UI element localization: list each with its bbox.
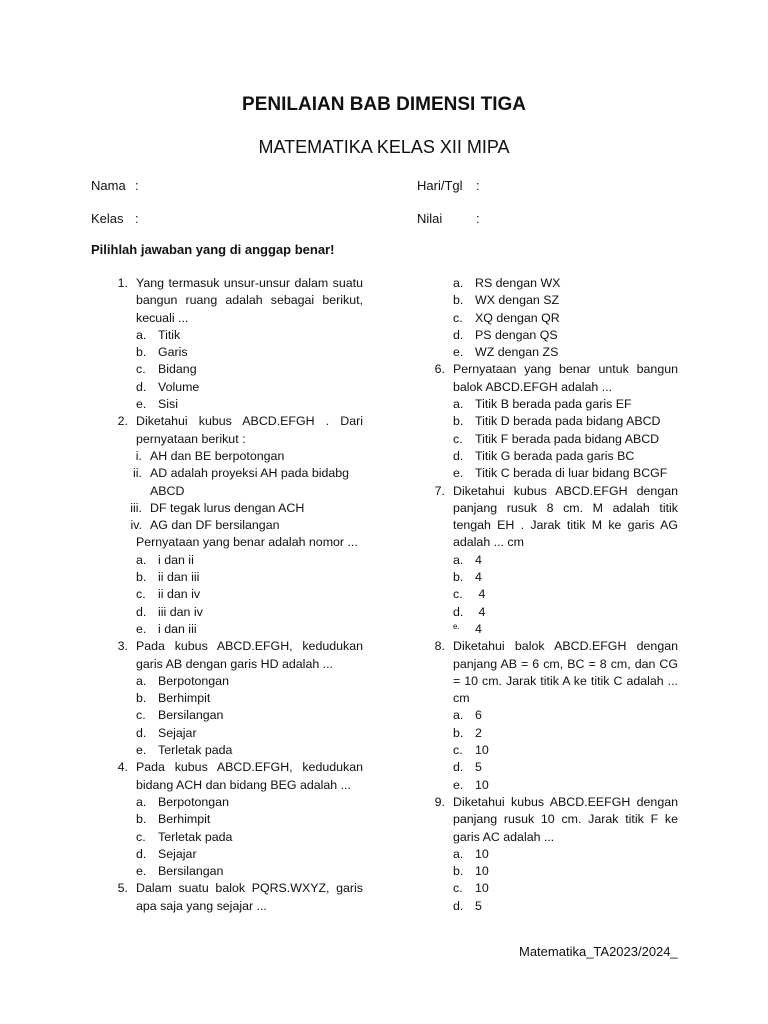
statement-row <box>103 500 363 517</box>
option-row <box>103 361 363 378</box>
question-prompt: Pernyataan yang benar adalah nomor ... <box>136 535 358 550</box>
option-letter: b. <box>136 812 147 827</box>
question-2 <box>103 413 363 448</box>
option-text: Volume <box>158 379 200 394</box>
question-number: 2. <box>117 414 128 429</box>
question-text: Yang termasuk unsur-unsur dalam suatu bangun ruang adalah sebagai berikut, kecuali ... <box>136 276 363 325</box>
option-letter: a. <box>453 276 464 290</box>
option-row <box>420 569 678 586</box>
option-letter: c. <box>136 362 146 377</box>
option-row <box>420 292 678 309</box>
option-text: 5 <box>475 760 482 775</box>
left-column <box>103 275 363 915</box>
question-number: 6. <box>434 362 445 377</box>
statement-numeral: iii. <box>130 500 142 515</box>
question-number: 4. <box>117 760 128 775</box>
option-letter: b. <box>453 293 464 308</box>
option-row <box>420 863 678 880</box>
question-text: Pernyataan yang benar untuk bangun balok ABCD.EFGH adalah ... <box>453 362 678 394</box>
nilai-label: Nilai <box>417 211 443 226</box>
option-letter: a. <box>453 397 464 412</box>
statement-row <box>103 465 363 500</box>
option-letter: e. <box>453 621 460 631</box>
option-letter: c. <box>136 587 146 602</box>
option-letter: e. <box>453 345 464 360</box>
option-text: Bidang <box>158 362 197 377</box>
option-text: Titik G berada pada garis BC <box>475 448 635 463</box>
question-number: 8. <box>434 639 445 654</box>
option-text: 10 <box>475 846 489 861</box>
question-5 <box>103 880 363 915</box>
option-text: Bersilangan <box>158 708 224 723</box>
option-row <box>103 569 363 586</box>
option-row <box>103 327 363 344</box>
option-letter: c. <box>453 587 463 602</box>
option-text: 4 <box>475 587 486 602</box>
option-letter: a. <box>453 846 464 861</box>
statement-numeral: iv. <box>130 518 142 533</box>
option-row <box>103 586 363 603</box>
option-row <box>420 586 678 603</box>
question-text: Pada kubus ABCD.EFGH, kedudukan garis AB dengan garis HD adalah ... <box>136 639 363 671</box>
option-text: Berpotongan <box>158 673 229 688</box>
option-letter: b. <box>453 414 464 429</box>
option-letter: a. <box>136 794 147 809</box>
option-row <box>103 863 363 880</box>
option-row <box>420 621 678 638</box>
option-letter: c. <box>136 708 146 723</box>
option-text: ii dan iii <box>158 570 200 585</box>
option-letter: c. <box>453 743 463 758</box>
option-text: 10 <box>475 743 489 758</box>
question-number: 1. <box>117 276 128 290</box>
option-row <box>103 794 363 811</box>
statement-text: AH dan BE berpotongan <box>150 448 285 463</box>
option-letter: a. <box>136 327 147 342</box>
option-row <box>103 552 363 569</box>
option-letter: b. <box>453 864 464 879</box>
page-title: PENILAIAN BAB DIMENSI TIGA <box>242 94 526 115</box>
option-row <box>420 846 678 863</box>
option-text: Berpotongan <box>158 794 229 809</box>
option-text: Titik D berada pada bidang ABCD <box>475 414 661 429</box>
option-text: 4 <box>475 552 482 567</box>
option-row <box>420 898 678 915</box>
question-text: Dalam suatu balok PQRS.WXYZ, garis apa saja yang sejajar ... <box>136 881 363 913</box>
option-text: Terletak pada <box>158 743 233 758</box>
instruction-text: Pilihlah jawaban yang di anggap benar! <box>91 242 335 257</box>
option-letter: d. <box>136 379 147 394</box>
option-text: 2 <box>475 725 482 740</box>
option-row <box>420 275 678 292</box>
option-row <box>420 725 678 742</box>
option-row <box>103 846 363 863</box>
option-letter: b. <box>136 691 147 706</box>
option-text: RS dengan WX <box>475 276 561 290</box>
option-row <box>103 621 363 638</box>
statement-row <box>103 517 363 534</box>
option-row <box>420 396 678 413</box>
option-row <box>420 431 678 448</box>
option-row <box>103 379 363 396</box>
option-letter: d. <box>453 898 464 913</box>
option-text: Bersilangan <box>158 864 224 879</box>
option-row <box>103 344 363 361</box>
statement-text: DF tegak lurus dengan ACH <box>150 500 305 515</box>
option-row <box>420 327 678 344</box>
kelas-colon: : <box>135 211 139 226</box>
option-letter: d. <box>136 846 147 861</box>
option-letter: b. <box>136 570 147 585</box>
option-text: 10 <box>475 777 489 792</box>
hari-tgl-colon: : <box>476 178 480 193</box>
right-column <box>420 275 678 915</box>
option-text: 5 <box>475 898 482 913</box>
option-text: Garis <box>158 345 188 360</box>
option-letter: a. <box>453 552 464 567</box>
page-subtitle: MATEMATIKA KELAS XII MIPA <box>258 137 510 157</box>
option-letter: a. <box>136 552 147 567</box>
question-text: Diketahui kubus ABCD.EFGH dengan panjang rusuk 8 cm. M adalah titik tengah EH . Jarak titik M ke garis AG adalah ... cm <box>453 483 678 550</box>
option-row <box>103 604 363 621</box>
option-letter: c. <box>453 310 463 325</box>
option-letter: e. <box>136 397 147 412</box>
question-7 <box>420 483 678 552</box>
option-text: 6 <box>475 708 482 723</box>
option-text: Sejajar <box>158 846 197 861</box>
option-row <box>103 673 363 690</box>
question-number: 7. <box>434 483 445 498</box>
option-letter: d. <box>136 604 147 619</box>
option-text: PS dengan QS <box>475 327 558 342</box>
question-text: Diketahui balok ABCD.EFGH dengan panjang AB = 6 cm, BC = 8 cm, dan CG = 10 cm. Jarak titik A ke titik C adalah ... cm <box>453 639 678 706</box>
question-1 <box>103 275 363 327</box>
option-text: Titik C berada di luar bidang BCGF <box>475 466 668 481</box>
page-footer: Matematika_TA2023/2024_ <box>519 944 678 959</box>
option-text: 4 <box>475 604 486 619</box>
option-letter: b. <box>136 345 147 360</box>
option-letter: d. <box>453 448 464 463</box>
option-text: Berhimpit <box>158 691 211 706</box>
option-text: WZ dengan ZS <box>475 345 559 360</box>
question-text: Diketahui kubus ABCD.EFGH . Dari pernyataan berikut : <box>136 414 363 446</box>
question-number: 3. <box>117 639 128 654</box>
option-text: 10 <box>475 864 489 879</box>
option-text: 4 <box>475 570 482 585</box>
option-letter: d. <box>453 327 464 342</box>
option-letter: e. <box>453 466 464 481</box>
option-text: Titik B berada pada garis EF <box>475 397 632 412</box>
option-row <box>420 707 678 724</box>
option-text: Titik F berada pada bidang ABCD <box>475 431 660 446</box>
option-letter: d. <box>453 760 464 775</box>
option-row <box>420 344 678 361</box>
option-letter: e. <box>136 621 147 636</box>
option-row <box>103 829 363 846</box>
question-text: Pada kubus ABCD.EFGH, kedudukan bidang ACH dan bidang BEG adalah ... <box>136 760 363 792</box>
option-letter: c. <box>136 829 146 844</box>
option-letter: d. <box>136 725 147 740</box>
statement-numeral: i. <box>135 448 142 463</box>
option-letter: c. <box>453 881 463 896</box>
option-text: XQ dengan QR <box>475 310 560 325</box>
question-8 <box>420 638 678 707</box>
statement-row <box>103 448 363 465</box>
option-text: 4 <box>475 621 482 636</box>
statement-text: AD adalah proyeksi AH pada bidabg ABCD <box>150 466 350 498</box>
option-text: Titik <box>158 327 181 342</box>
option-text: Berhimpit <box>158 812 211 827</box>
option-row <box>103 742 363 759</box>
option-row <box>420 777 678 794</box>
option-letter: a. <box>136 673 147 688</box>
option-row <box>103 707 363 724</box>
option-text: Sisi <box>158 397 178 412</box>
statement-numeral: ii. <box>133 466 142 481</box>
option-letter: e. <box>136 864 147 879</box>
option-letter: d. <box>453 604 464 619</box>
option-row <box>420 465 678 482</box>
option-text: 10 <box>475 881 489 896</box>
question-3 <box>103 638 363 673</box>
option-row <box>420 448 678 465</box>
question-text: Diketahui kubus ABCD.EEFGH dengan panjang rusuk 10 cm. Jarak titik F ke garis AC adalah ... <box>453 794 678 844</box>
option-text: Terletak pada <box>158 829 233 844</box>
option-letter: b. <box>453 725 464 740</box>
option-row <box>103 725 363 742</box>
question-4 <box>103 759 363 794</box>
kelas-label: Kelas <box>91 211 124 226</box>
option-row <box>103 811 363 828</box>
question-number: 9. <box>434 794 445 809</box>
option-text: ii dan iv <box>158 587 201 602</box>
option-row <box>420 552 678 569</box>
nama-colon: : <box>135 178 139 193</box>
question-6 <box>420 361 678 396</box>
option-row <box>420 413 678 430</box>
option-letter: c. <box>453 431 463 446</box>
option-letter: e. <box>453 777 464 792</box>
option-text: iii dan iv <box>158 604 203 619</box>
option-letter: e. <box>136 743 147 758</box>
nilai-colon: : <box>476 211 480 226</box>
option-text: WX dengan SZ <box>475 293 560 308</box>
option-text: i dan ii <box>158 552 194 567</box>
question-9 <box>420 794 678 846</box>
option-row <box>420 310 678 327</box>
option-text: i dan iii <box>158 621 197 636</box>
option-row <box>103 690 363 707</box>
statement-text: AG dan DF bersilangan <box>150 518 280 533</box>
option-letter: a. <box>453 708 464 723</box>
option-row <box>420 742 678 759</box>
option-row <box>420 604 678 621</box>
option-row <box>420 880 678 897</box>
question-number: 5. <box>117 881 128 896</box>
nama-label: Nama <box>91 178 126 193</box>
option-row <box>420 759 678 776</box>
option-text: Sejajar <box>158 725 197 740</box>
hari-tgl-label: Hari/Tgl <box>417 178 463 193</box>
option-row <box>103 396 363 413</box>
option-letter: b. <box>453 570 464 585</box>
